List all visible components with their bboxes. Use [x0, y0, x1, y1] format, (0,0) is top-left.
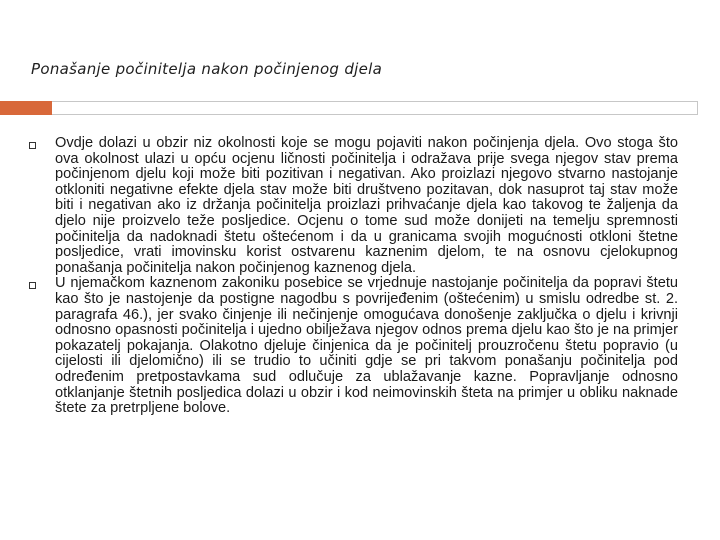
hollow-square-bullet-icon [29, 282, 36, 289]
bullet-item [29, 136, 678, 276]
title-divider-rule [52, 101, 698, 115]
slide-title: Ponašanje počinitelja nakon počinjenog djela [31, 60, 383, 78]
bullet-item [29, 276, 678, 416]
hollow-square-bullet-icon [29, 142, 36, 149]
title-divider-end [697, 101, 698, 115]
bullet-list [29, 136, 678, 417]
bullet-paragraph: Ovdje dolazi u obzir niz okolnosti koje se mogu pojaviti nakon počinjenja djela. Ovo stoga što ova okolnost ulazi u opću ocjenu ličnosti počinitelja i odražava prije svega njegov stav prema počinjenom djelu koji može biti pozitivan i negativan. Ako proizlazi njegovo stvarno nastojanje otkloniti negativne efekte djela stav može biti društveno pozitavan, dok nasuprot taj stav može biti i negativan ako iz držanja počinitelja proizlazi prihvaćanje djela kao takovog te žaljenja da djelo nije proizvelo teže posljedice. Ocjenu o tome sud može donijeti na temelju spremnosti počinitelja da nadoknadi štetu oštećenom i da u granicama svojih mogućnosti otkloni štetne posljedice, vrati imovinsku korist ostvarenu kaznenim djelom, te na osnovu cjelokupnog ponašanja počinitelja nakon počinjenog kaznenog djela. [55, 135, 678, 276]
bullet-paragraph: U njemačkom kaznenom zakoniku posebice se vrjednuje nastojanje počinitelja da popravi štetu kao što je nastojenje da postigne nagodbu s povrijeđenim (oštećenim) u smislu odredbe st. 2. paragrafa 46.), jer svako činjenje ili nečinjenje omogućava donošenje zaključka o djelu i krivnji odnosno opasnosti počinitelja i ujedno obilježava njegov odnos prema djelu kao što je na primjer pokazatelj pokajanja. Olakotno djeluje činjenica da je počinitelj prouzročenu štetu popravio (u cijelosti ili djelomično) ili se trudio to učiniti gdje se pri takvom ponašanju počinitelja pod određenim pretpostavkama sud odlučuje za ublažavanje kazne. Popravljanje odnosno otklanjanje štetnih posljedica dolazi u obzir i kod neimovinskih šteta na primjer u obliku naknade štete za pretrpljene bolove. [55, 275, 678, 417]
title-accent-bar [0, 101, 52, 115]
